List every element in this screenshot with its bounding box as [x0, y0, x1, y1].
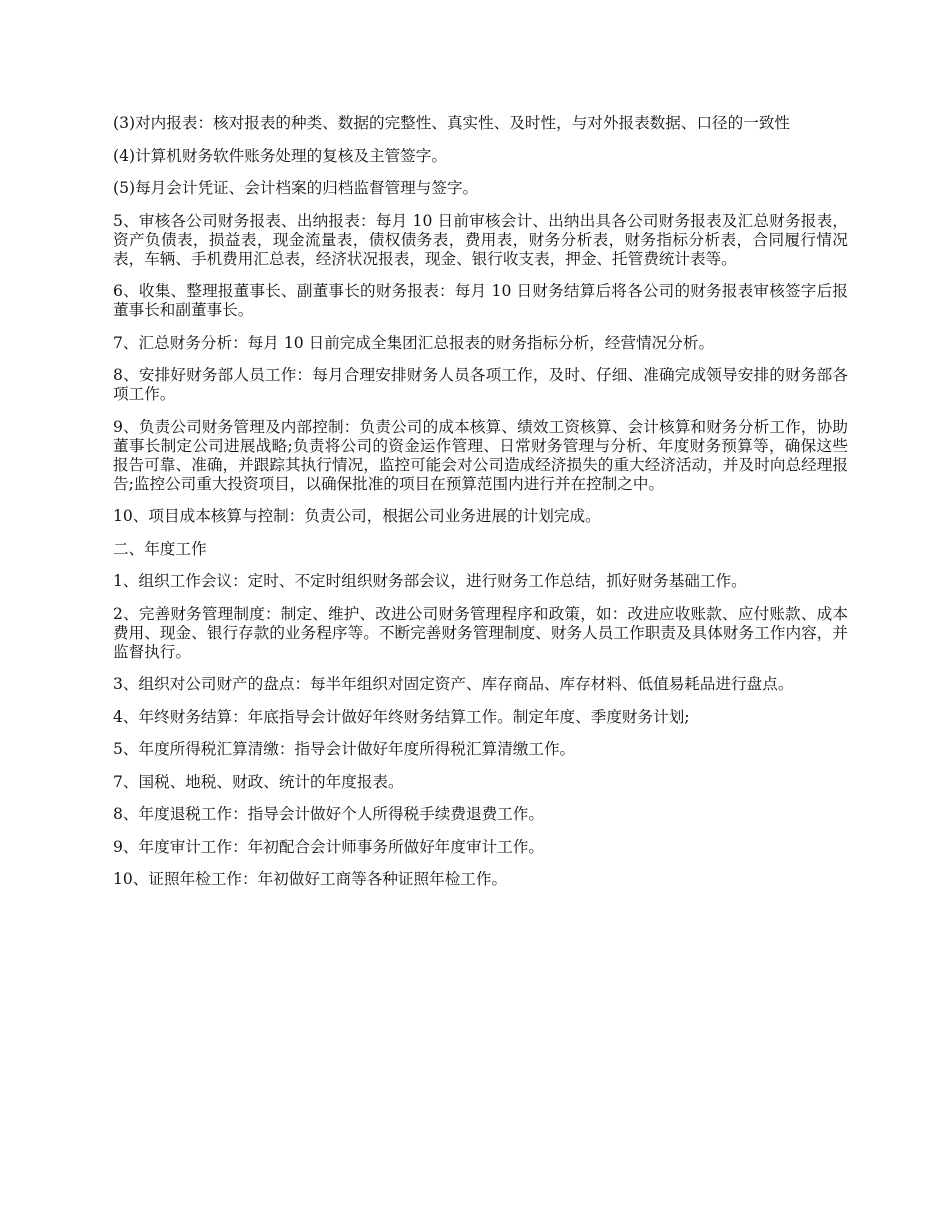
paragraph-tax-refund: 8、年度退税工作：指导会计做好个人所得税手续费退费工作。: [113, 805, 544, 823]
paragraph-internal-control: 9、负责公司财务管理及内部控制：负责公司的成本核算、绩效工资核算、会计核算和财务分析工作，协助董事长制定公司进展战略;负责将公司的资金运作管理、日常财务管理与分析、年度财务预算等，确保这些报告可靠、准确，并跟踪其执行情况，监控可能会对公司造成经济损失的重大经济活动，并及时向总经理报告;监控公司重大投资项目，以确保批准的项目在预算范围内进行并在控制之中。: [113, 417, 848, 493]
paragraph-year-end-settlement: 4、年终财务结算：年底指导会计做好年终财务结算工作。制定年度、季度财务计划;: [113, 707, 690, 726]
paragraph-voucher-archive: (5)每月会计凭证、会计档案的归档监督管理与签字。: [113, 179, 479, 197]
paragraph-financial-analysis: 7、汇总财务分析：每月 10 日前完成全集团汇总报表的财务指标分析，经营情况分析。: [113, 333, 715, 352]
paragraph-software-review: (4)计算机财务软件账务处理的复核及主管签字。: [113, 146, 447, 165]
paragraph-income-tax: 5、年度所得税汇算清缴：指导会计做好年度所得税汇算清缴工作。: [113, 740, 576, 758]
document-body: [113, 114, 848, 903]
paragraph-asset-inventory: 3、组织对公司财产的盘点：每半年组织对固定资产、库存商品、库存材料、低值易耗品进行盘点。: [113, 675, 794, 693]
paragraph-chairman-reports: 6、收集、整理报董事长、副董事长的财务报表：每月 10 日财务结算后将各公司的财务报表审核签字后报董事长和副董事长。: [113, 282, 848, 319]
paragraph-review-reports: 5、审核各公司财务报表、出纳报表：每月 10 日前审核会计、出纳出具各公司财务报表及汇总财务报表，资产负债表，损益表，现金流量表，债权债务表，费用表，财务分析表，财务指标分析表，合同履行情况表，车辆、手机费用汇总表，经济状况报表，现金、银行收支表，押金、托管费统计表等。: [113, 211, 848, 268]
paragraph-license-inspection: 10、证照年检工作：年初做好工商等各种证照年检工作。: [113, 870, 508, 888]
paragraph-internal-reports: (3)对内报表：核对报表的种类、数据的完整性、真实性、及时性，与对外报表数据、口径的一致性: [113, 114, 791, 132]
paragraph-management-system: 2、完善财务管理制度：制定、维护、改进公司财务管理程序和政策，如：改进应收账款、应付账款、成本费用、现金、银行存款的业务程序等。不断完善财务管理制度、财务人员工作职责及具体财务工作内容，并监督执行。: [113, 604, 848, 661]
paragraph-annual-statements: 7、国税、地税、财政、统计的年度报表。: [113, 772, 404, 791]
section-heading-annual-work: 二、年度工作: [113, 539, 207, 558]
paragraph-staff-arrangement: 8、安排好财务部人员工作：每月合理安排财务人员各项工作，及时、仔细、准确完成领导安排的财务部各项工作。: [113, 366, 848, 403]
paragraph-annual-audit: 9、年度审计工作：年初配合会计师事务所做好年度审计工作。: [113, 837, 544, 856]
paragraph-cost-control: 10、项目成本核算与控制：负责公司，根据公司业务进展的计划完成。: [113, 507, 601, 525]
paragraph-work-meeting: 1、组织工作会议：定时、不定时组织财务部会议，进行财务工作总结，抓好财务基础工作。: [113, 572, 747, 590]
